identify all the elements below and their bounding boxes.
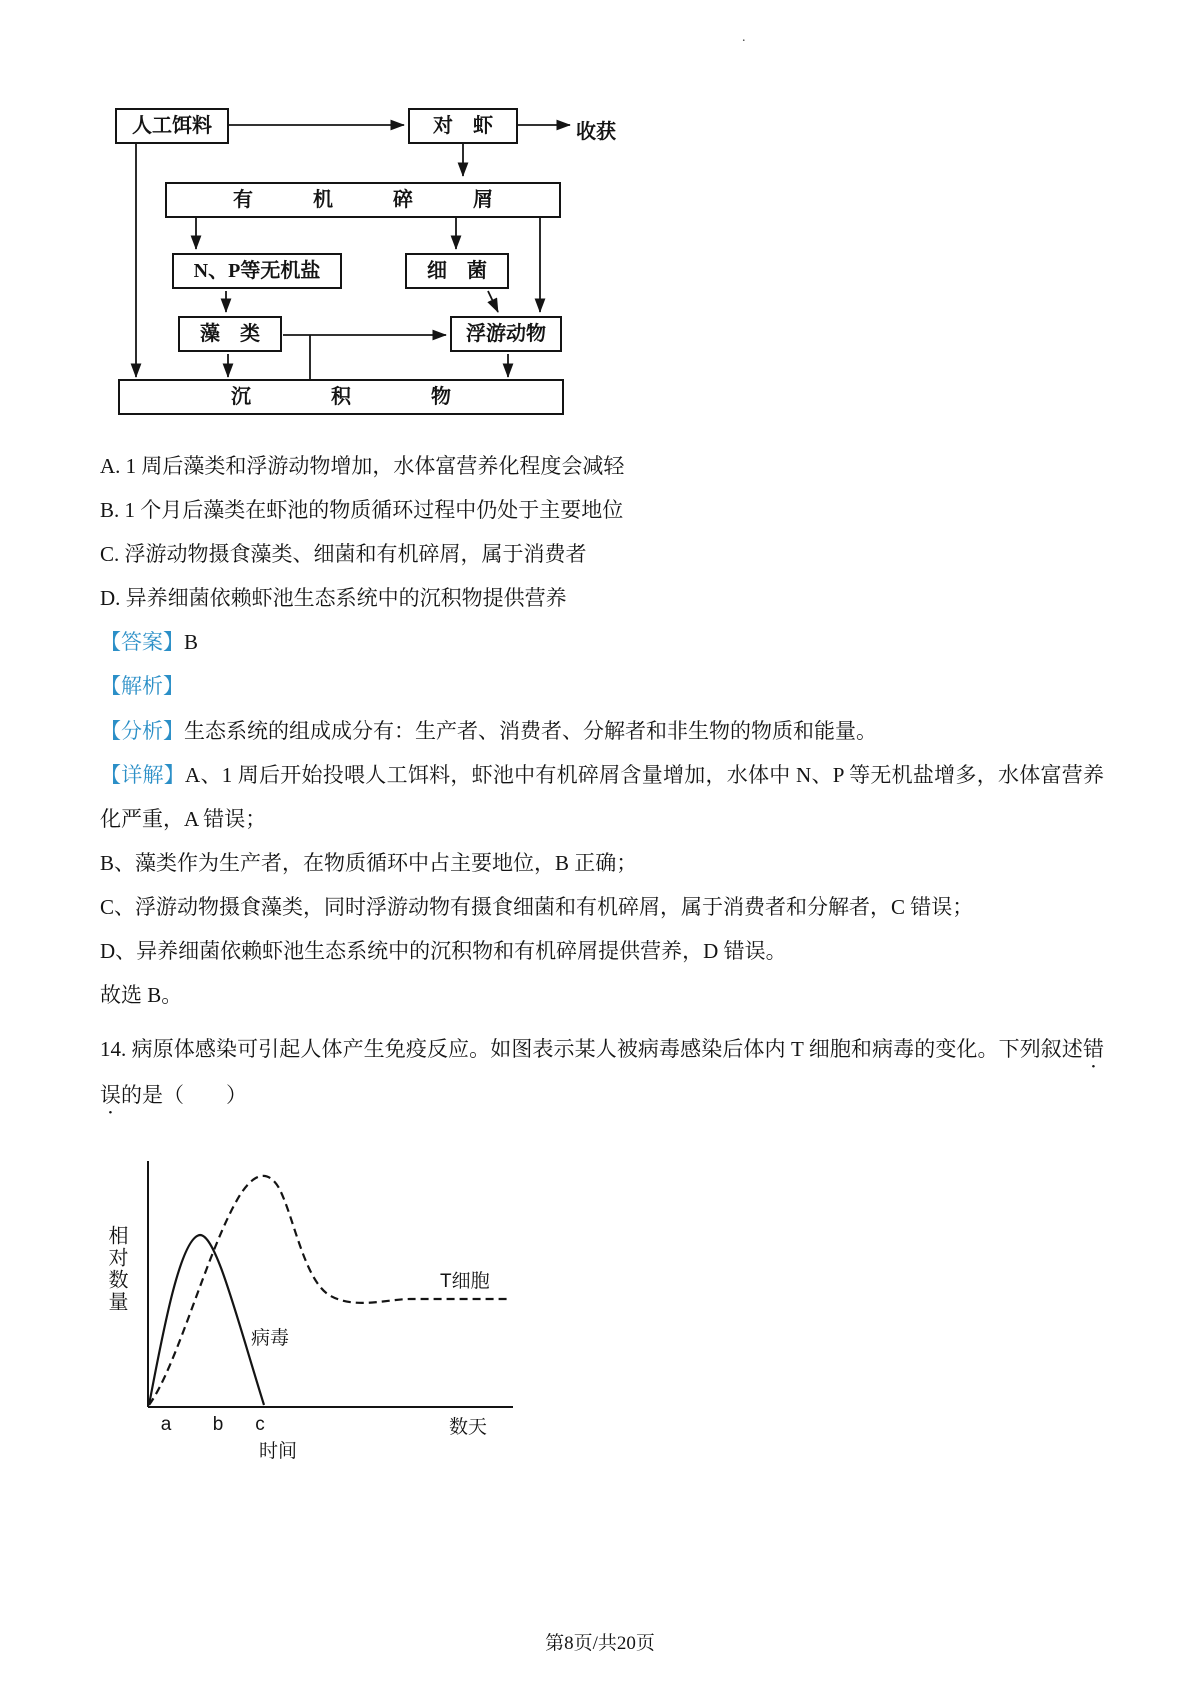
option-b: B. 1 个月后藻类在虾池的物质循环过程中仍处于主要地位 bbox=[100, 498, 624, 523]
box-inorganic-salts: N、P等无机盐 bbox=[172, 253, 342, 289]
jiexi-tag: 【解析】 bbox=[100, 674, 184, 699]
box-shrimp: 对 虾 bbox=[408, 108, 518, 144]
box-sediment: 沉 积 物 bbox=[118, 379, 564, 415]
page-footer: 第8页/共20页 bbox=[545, 1633, 655, 1654]
xiangjie-tag: 【详解】 bbox=[100, 762, 186, 787]
xiangjie-a-text: A、1 周后开始投喂人工饵料，虾池中有机碎屑含量增加，水体中 N、P 等无机盐增多，水体富营养化严重，A 错误； bbox=[100, 762, 1104, 831]
conclusion-line: 故选 B。 bbox=[100, 983, 183, 1008]
tcell-curve-label: T细胞 bbox=[440, 1271, 490, 1293]
virus-curve bbox=[149, 1235, 264, 1405]
virus-curve-label: 病毒 bbox=[251, 1328, 290, 1350]
figure-plot bbox=[88, 1147, 558, 1462]
xiangjie-line-b: B、藻类作为生产者，在物质循环中占主要地位，B 正确； bbox=[100, 850, 638, 875]
answer-value: B bbox=[184, 630, 199, 655]
question14-text-after: 的是（ ） bbox=[121, 1083, 247, 1108]
question13-options bbox=[100, 444, 1104, 620]
jiexi-line bbox=[100, 664, 1104, 708]
x-axis-unit: 数天 bbox=[448, 1417, 488, 1439]
xiangjie-line-d: D、异养细菌依赖虾池生态系统中的沉积物和有机碎屑提供营养，D 错误。 bbox=[100, 939, 787, 964]
box-organic-debris: 有 机 碎 屑 bbox=[165, 182, 561, 218]
xiangjie-line-a bbox=[100, 753, 1104, 841]
box-algae: 藻 类 bbox=[178, 316, 282, 352]
x-tick-a: a bbox=[160, 1414, 172, 1436]
x-tick-b: b bbox=[212, 1414, 224, 1436]
tcell-virus-figure bbox=[88, 1147, 558, 1462]
box-artificial-feed: 人工饵料 bbox=[115, 108, 229, 144]
option-d: D. 异养细菌依赖虾池生态系统中的沉积物提供营养 bbox=[100, 586, 567, 611]
option-c: C. 浮游动物摄食藻类、细菌和有机碎屑，属于消费者 bbox=[100, 542, 587, 567]
fenxi-text: 生态系统的组成成分有：生产者、消费者、分解者和非生物的物质和能量。 bbox=[184, 718, 877, 743]
shrimp-pond-ecosystem-diagram bbox=[100, 100, 760, 422]
option-a: A. 1 周后藻类和浮游动物增加，水体富营养化程度会减轻 bbox=[100, 454, 625, 478]
fenxi-tag: 【分析】 bbox=[100, 718, 184, 743]
question14-text-before: 病原体感染可引起人体产生免疫反应。如图表示某人被病毒感染后体内 T 细胞和病毒的变化。下列叙述 bbox=[126, 1037, 1083, 1062]
arrow-bacteria-to-zooplankton bbox=[488, 291, 498, 312]
xiangjie-line-c: C、浮游动物摄食藻类，同时浮游动物有摄食细菌和有机碎屑，属于消费者和分解者，C 错误； bbox=[100, 894, 974, 919]
answer-line bbox=[100, 620, 1104, 664]
box-bacteria: 细 菌 bbox=[405, 253, 509, 289]
question14-emphasis: 错误 bbox=[100, 1037, 1104, 1108]
answer-tag: 【答案】 bbox=[100, 630, 184, 655]
stray-dot: . bbox=[742, 30, 746, 45]
question14-stem bbox=[100, 1027, 1104, 1119]
figure-y-axis-label: 相对数量 bbox=[105, 1225, 127, 1314]
x-axis-caption: 时间 bbox=[258, 1441, 298, 1463]
x-tick-c: c bbox=[255, 1414, 265, 1436]
box-zooplankton: 浮游动物 bbox=[450, 316, 562, 352]
label-harvest: 收获 bbox=[576, 121, 616, 143]
fenxi-line bbox=[100, 709, 1104, 753]
question14-number: 14. bbox=[100, 1037, 127, 1062]
